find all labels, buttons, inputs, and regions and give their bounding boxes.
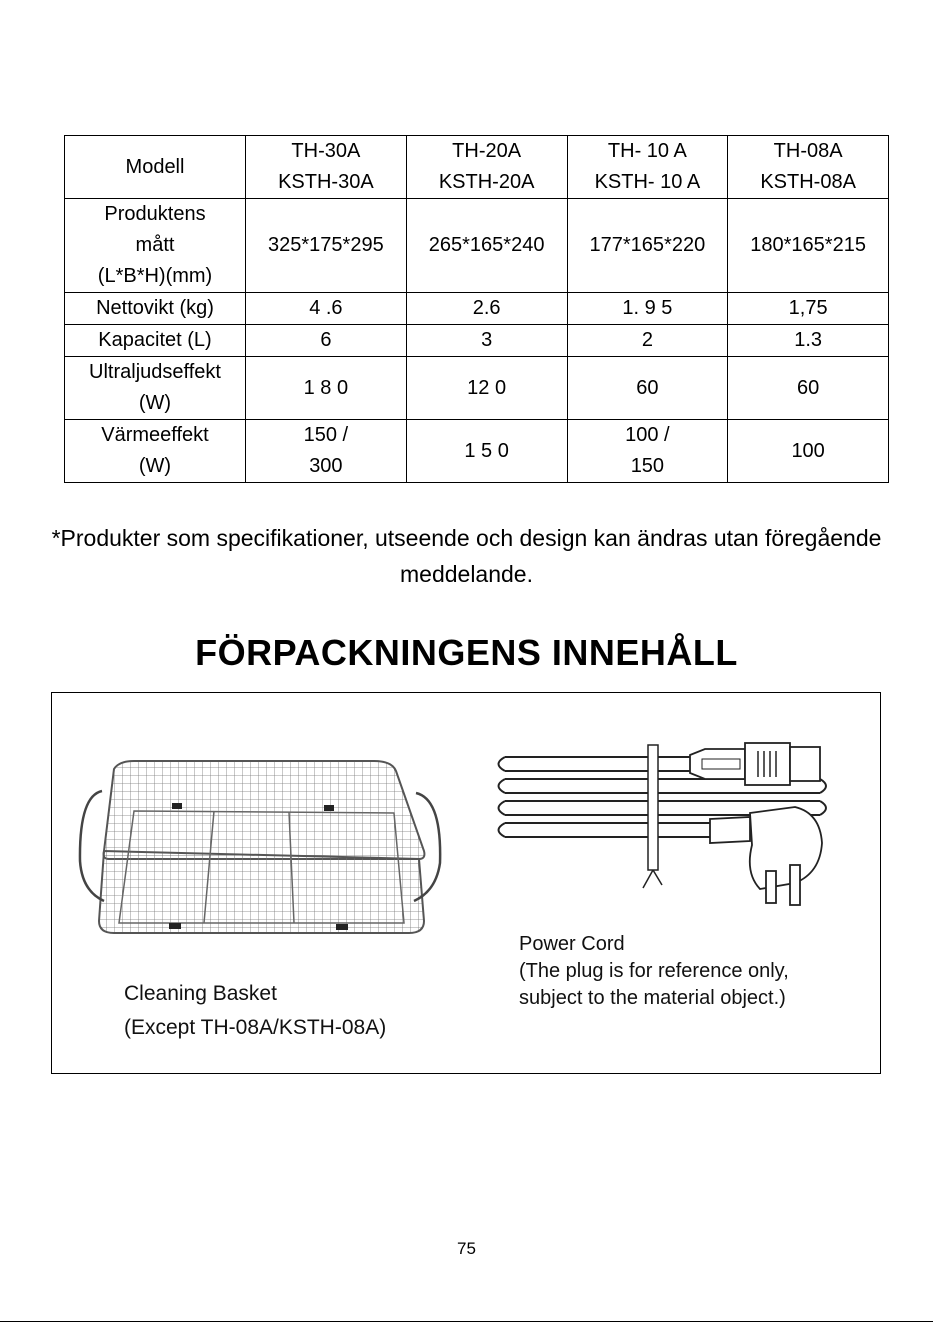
row-label: Nettovikt (kg) xyxy=(65,293,246,325)
table-cell: 265*165*240 xyxy=(406,199,567,293)
table-cell: 60 xyxy=(728,357,889,420)
table-cell: 4 .6 xyxy=(246,293,407,325)
table-row xyxy=(65,325,889,357)
table-cell: 177*165*220 xyxy=(567,199,728,293)
table-cell: 60 xyxy=(567,357,728,420)
table-cell: 3 xyxy=(406,325,567,357)
table-cell: 2.6 xyxy=(406,293,567,325)
table-cell: 1 8 0 xyxy=(246,357,407,420)
power-cord-caption: Power Cord (The plug is for reference only, subject to the material object.) xyxy=(519,933,789,1009)
disclaimer-note: *Produkter som specifikationer, utseende och design kan ändras utan föregående meddelande. xyxy=(51,525,882,587)
row-label: Produktens mått (L*B*H)(mm) xyxy=(65,199,246,293)
table-cell: 100 / 150 xyxy=(567,420,728,483)
table-cell: 12 0 xyxy=(406,357,567,420)
section-heading: FÖRPACKNINGENS INNEHÅLL xyxy=(195,632,738,673)
table-row xyxy=(65,357,889,420)
page-number: 75 xyxy=(457,1239,476,1258)
bottom-divider xyxy=(0,1321,933,1322)
table-cell: 100 xyxy=(728,420,889,483)
row-label: Värmeeffekt (W) xyxy=(65,420,246,483)
model-header: TH-30A KSTH-30A xyxy=(246,136,407,199)
table-cell: 1 5 0 xyxy=(406,420,567,483)
cleaning-basket-caption: Cleaning Basket (Except TH-08A/KSTH-08A) xyxy=(124,982,387,1039)
table-header-row xyxy=(65,136,889,199)
table-cell: 2 xyxy=(567,325,728,357)
model-header: TH- 10 A KSTH- 10 A xyxy=(567,136,728,199)
spec-table xyxy=(64,135,889,483)
header-label: Modell xyxy=(65,136,246,199)
table-cell: 1.3 xyxy=(728,325,889,357)
power-cord-illustration xyxy=(490,733,830,913)
table-row xyxy=(65,199,889,293)
model-header: TH-08A KSTH-08A xyxy=(728,136,889,199)
cleaning-basket-illustration xyxy=(74,751,454,951)
table-row xyxy=(65,293,889,325)
table-cell: 150 / 300 xyxy=(246,420,407,483)
table-cell: 1,75 xyxy=(728,293,889,325)
row-label: Kapacitet (L) xyxy=(65,325,246,357)
table-row xyxy=(65,420,889,483)
package-contents-box xyxy=(51,692,881,1074)
model-header: TH-20A KSTH-20A xyxy=(406,136,567,199)
table-cell: 325*175*295 xyxy=(246,199,407,293)
table-cell: 6 xyxy=(246,325,407,357)
table-cell: 1. 9 5 xyxy=(567,293,728,325)
row-label: Ultraljudseffekt (W) xyxy=(65,357,246,420)
table-cell: 180*165*215 xyxy=(728,199,889,293)
